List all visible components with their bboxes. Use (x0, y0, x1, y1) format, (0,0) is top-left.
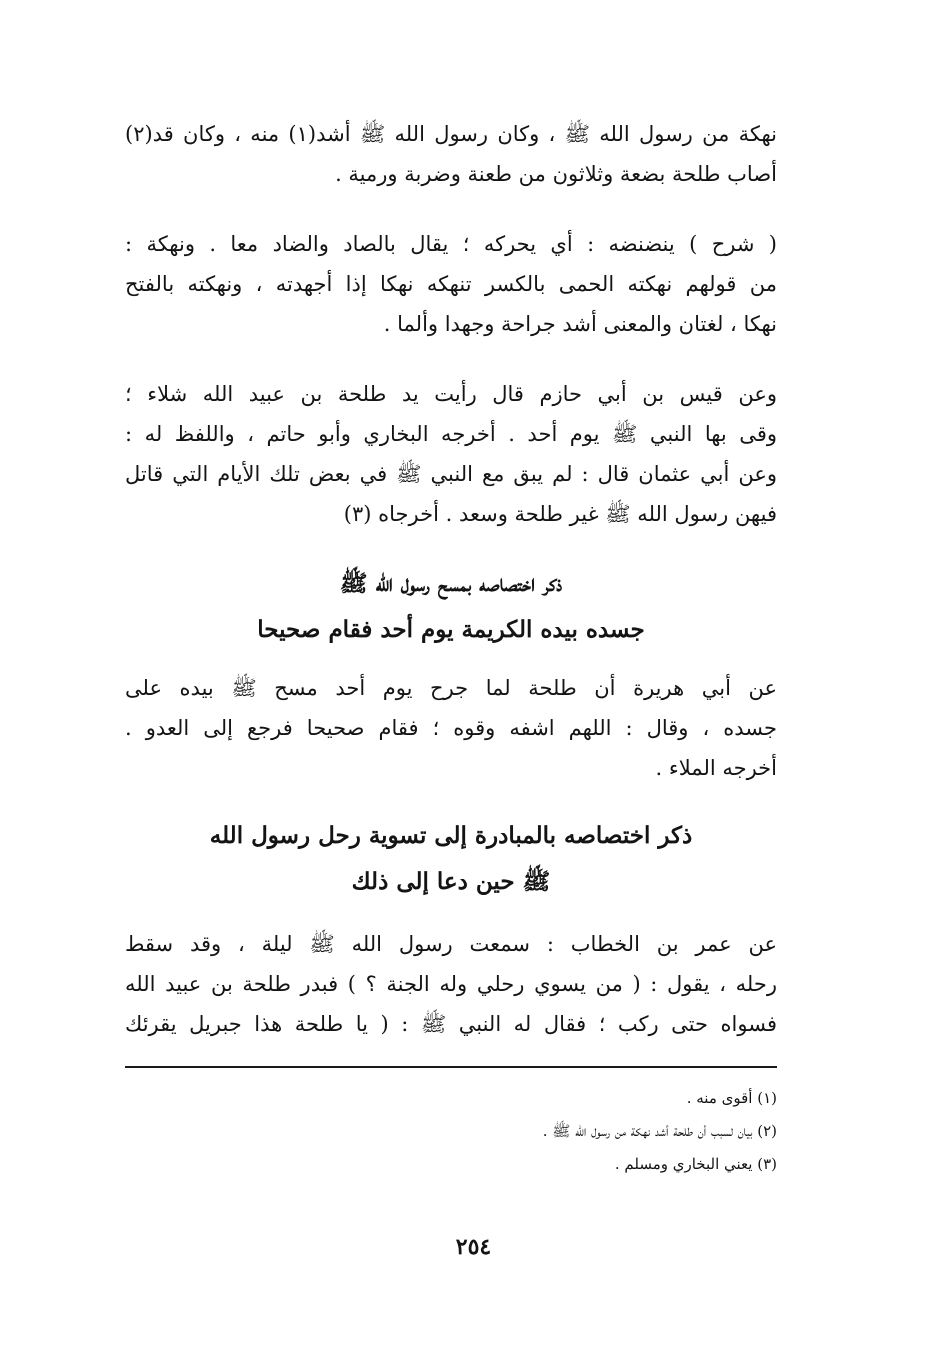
footnote-3: (٣) يعني البخاري ومسلم . (614, 1155, 777, 1173)
text-line: من قولهم نهكته الحمى بالكسر تنهكه نهكا إذا أجهدته ، ونهكته بالفتح (125, 272, 777, 296)
paragraph-2 (125, 224, 777, 344)
page-number: ٢٥٤ (455, 1234, 492, 1260)
text-line: أصاب طلحة بضعة وثلاثون من طعنة وضربة ورمية . (335, 162, 777, 186)
text-line: وعن قيس بن أبي حازم قال رأيت يد طلحة بن عبيد الله شلاء ؛ (125, 382, 777, 406)
footnote-separator (125, 1066, 777, 1068)
heading-line: جسده بيده الكريمة يوم أحد فقام صحيحا (257, 616, 645, 643)
footnote-1: (١) أقوى منه . (686, 1089, 777, 1107)
text-line: فسواه حتى ركب ؛ فقال له النبي ﷺ : ( يا طلحة هذا جبريل يقرئك (125, 1012, 777, 1036)
text-line: فيهن رسول الله ﷺ غير طلحة وسعد . أخرجاه (٣) (343, 502, 777, 526)
text-line: نهكة من رسول الله ﷺ ، وكان رسول الله ﷺ أشد(١) منه ، وكان قد(٢) (125, 122, 777, 146)
text-line: عن عمر بن الخطاب : سمعت رسول الله ﷺ ليلة ، وقد سقط (125, 932, 777, 956)
text-line: وقى بها النبي ﷺ يوم أحد . أخرجه البخاري وأبو حاتم ، واللفظ له : (125, 422, 777, 446)
section-heading-2 (125, 813, 777, 905)
paragraph-4 (125, 668, 777, 788)
paragraph-3 (125, 374, 777, 534)
paragraph-5 (125, 924, 777, 1044)
paragraph-1 (125, 114, 777, 194)
footnotes (125, 1082, 777, 1181)
text-line: نهكا ، لغتان والمعنى أشد جراحة وجهدا وألما . (383, 312, 777, 336)
footnote-2: (٢) بيان لسبب أن طلحة أشد نهكة من رسول الله ﷺ . (542, 1122, 777, 1140)
text-line: رحله ، يقول : ( من يسوي رحلي وله الجنة ؟ ) فبدر طلحة بن عبيد الله (125, 972, 777, 996)
heading-line: ذكر اختصاصه بالمبادرة إلى تسوية رحل رسول الله (209, 822, 693, 849)
text-line: عن أبي هريرة أن طلحة لما جرح يوم أحد مسح ﷺ بيده على (125, 676, 777, 700)
text-line: أخرجه الملاء . (655, 756, 777, 780)
section-heading-1 (125, 561, 777, 653)
text-line: ( شرح ) ينضنضه : أي يحركه ؛ يقال بالصاد والضاد معا . ونهكة : (125, 232, 777, 256)
text-line: وعن أبي عثمان قال : لم يبق مع النبي ﷺ في بعض تلك الأيام التي قاتل (125, 462, 777, 486)
text-line: جسده ، وقال : اللهم اشفه وقوه ؛ فقام صحيحا فرجع إلى العدو . (125, 716, 777, 740)
heading-line: ﷺ حين دعا إلى ذلك (351, 868, 551, 895)
heading-line: ذكر اختصاصه بمسح رسول الله ﷺ (339, 570, 563, 597)
